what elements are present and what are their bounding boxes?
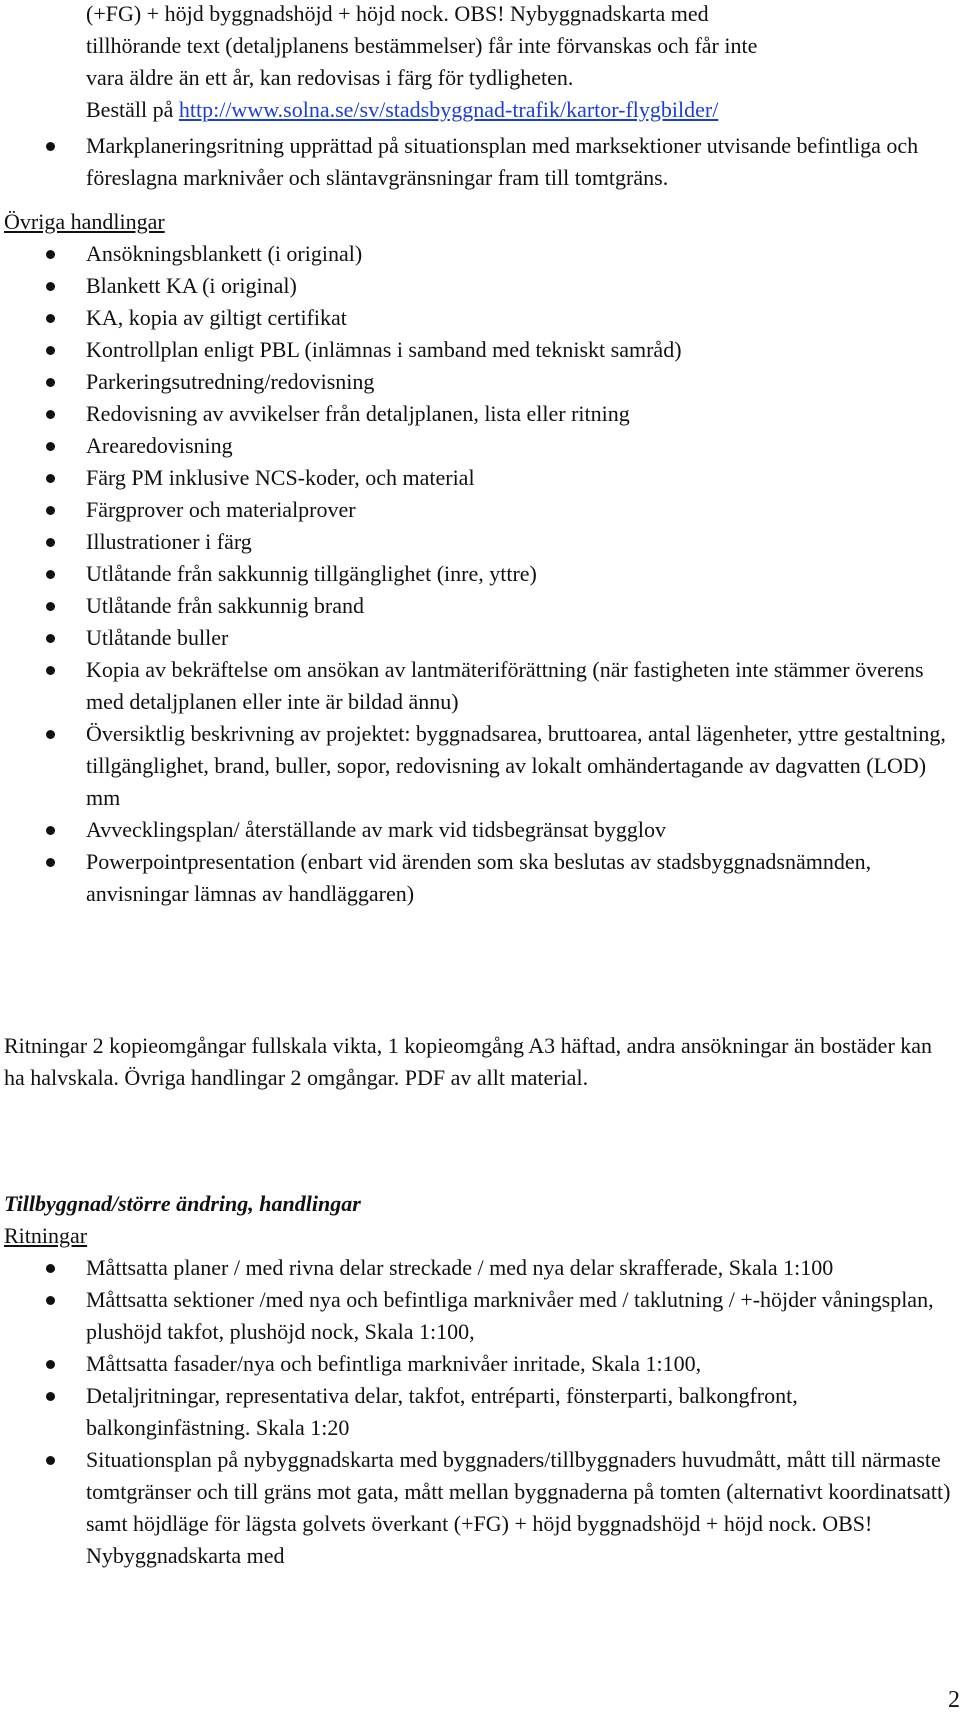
bullet-icon	[46, 730, 55, 739]
bullet-icon	[46, 1360, 55, 1369]
continuation-paragraph	[4, 0, 960, 126]
page-number: 2	[948, 1687, 960, 1713]
list-item	[4, 1284, 956, 1348]
bullet-icon	[46, 1296, 55, 1305]
list-item	[4, 1252, 956, 1284]
order-line	[86, 94, 960, 126]
list-item	[4, 654, 956, 718]
bullet-icon	[46, 378, 55, 387]
list-item-text: Detaljritningar, representativa delar, takfot, entréparti, fönsterparti, balkongfront, balkonginfästning. Skala 1:20	[86, 1383, 798, 1440]
bullet-icon	[46, 410, 55, 419]
top-bullet-list	[4, 130, 956, 194]
bullet-icon	[46, 142, 55, 151]
list-item-text: Måttsatta planer / med rivna delar streckade / med nya delar skrafferade, Skala 1:100	[86, 1255, 834, 1280]
list-item-text: Powerpointpresentation (enbart vid ärenden som ska beslutas av stadsbyggnadsnämnden, anvisningar lämnas av handläggaren)	[86, 849, 872, 906]
list-item	[4, 622, 956, 654]
tillbyggnad-section	[4, 1188, 956, 1572]
bullet-icon	[46, 314, 55, 323]
list-item-text: Illustrationer i färg	[86, 529, 252, 554]
list-item-text: Redovisning av avvikelser från detaljplanen, lista eller ritning	[86, 401, 630, 426]
list-item	[4, 846, 956, 910]
list-item-text: Ansökningsblankett (i original)	[86, 241, 363, 266]
bullet-icon	[46, 442, 55, 451]
list-item	[4, 590, 956, 622]
bullet-icon	[46, 538, 55, 547]
continuation-line-1: (+FG) + höjd byggnadshöjd + höjd nock. OBS! Nybyggnadskarta med	[86, 1, 709, 26]
bullet-icon	[46, 602, 55, 611]
bullet-icon	[46, 666, 55, 675]
list-item	[4, 302, 956, 334]
list-item	[4, 1444, 956, 1572]
list-item	[4, 130, 956, 194]
list-item	[4, 462, 956, 494]
bullet-icon	[46, 250, 55, 259]
bullet-icon	[46, 282, 55, 291]
list-item-text: Kontrollplan enligt PBL (inlämnas i samband med tekniskt samråd)	[86, 337, 682, 362]
continuation-line-2: tillhörande text (detaljplanens bestämmelser) får inte förvanskas och får inte	[86, 33, 758, 58]
list-item-text: Arearedovisning	[86, 433, 233, 458]
bullet-icon	[46, 570, 55, 579]
list-item	[4, 430, 956, 462]
list-item	[4, 238, 956, 270]
order-prefix: Beställ på	[86, 97, 179, 122]
list-item-text: Översiktlig beskrivning av projektet: byggnadsarea, bruttoarea, antal lägenheter, yttre gestaltning, tillgänglighet, brand, buller, sopor, redovisning av lokalt omhändertagande av dagvatten (LOD) mm	[86, 721, 946, 810]
bullet-icon	[46, 634, 55, 643]
bullet-icon	[46, 1456, 55, 1465]
list-item	[4, 814, 956, 846]
list-item-text: Färg PM inklusive NCS-koder, och material	[86, 465, 475, 490]
list-item	[4, 334, 956, 366]
list-item-text: Markplaneringsritning upprättad på situationsplan med marksektioner utvisande befintliga och föreslagna marknivåer och släntavgränsningar fram till tomtgräns.	[86, 133, 919, 190]
tillbyggnad-list	[4, 1252, 956, 1572]
copies-note: Ritningar 2 kopieomgångar fullskala vikta, 1 kopieomgång A3 häftad, andra ansökningar än bostäder kan ha halvskala. Övriga handlingar 2 omgångar. PDF av allt material.	[4, 1033, 933, 1090]
bullet-icon	[46, 1392, 55, 1401]
bullet-icon	[46, 506, 55, 515]
list-item	[4, 718, 956, 814]
list-item	[4, 1380, 956, 1444]
list-item	[4, 558, 956, 590]
list-item-text: Kopia av bekräftelse om ansökan av lantmäteriförättning (när fastigheten inte stämmer överens med detaljplanen eller inte är bildad ännu)	[86, 657, 924, 714]
bullet-icon	[46, 1264, 55, 1273]
list-item-text: Situationsplan på nybyggnadskarta med byggnaders/tillbyggnaders huvudmått, mått till närmaste tomtgränser och till gräns mot gata, mått mellan byggnaderna på tomten (alternativt koordinatsatt) samt höjdläge för lägsta golvets överkant (+FG) + höjd byggnadshöjd + höjd nock. OBS! Nybyggnadskarta med	[86, 1447, 951, 1568]
bullet-icon	[46, 474, 55, 483]
list-item-text: Färgprover och materialprover	[86, 497, 356, 522]
list-item	[4, 270, 956, 302]
bullet-icon	[46, 858, 55, 867]
list-item-text: Utlåtande från sakkunnig tillgänglighet (inre, yttre)	[86, 561, 537, 586]
section-heading: Tillbyggnad/större ändring, handlingar	[4, 1191, 361, 1216]
ovriga-section	[4, 206, 956, 910]
list-item	[4, 1348, 956, 1380]
list-item	[4, 526, 956, 558]
bullet-icon	[46, 826, 55, 835]
list-item-text: KA, kopia av giltigt certifikat	[86, 305, 347, 330]
list-item-text: Parkeringsutredning/redovisning	[86, 369, 375, 394]
list-item-text: Blankett KA (i original)	[86, 273, 297, 298]
continuation-line-3: vara äldre än ett år, kan redovisas i färg för tydligheten.	[86, 65, 574, 90]
list-item	[4, 494, 956, 526]
list-item	[4, 398, 956, 430]
list-item-text: Utlåtande från sakkunnig brand	[86, 593, 364, 618]
bullet-icon	[46, 346, 55, 355]
list-item-text: Utlåtande buller	[86, 625, 229, 650]
list-item-text: Avvecklingsplan/ återställande av mark vid tidsbegränsat bygglov	[86, 817, 666, 842]
solna-map-link[interactable]: http://www.solna.se/sv/stadsbyggnad-trafik/kartor-flygbilder/	[178, 97, 719, 122]
list-item-text: Måttsatta sektioner /med nya och befintliga marknivåer med / taklutning / +-höjder våningsplan, plushöjd takfot, plushöjd nock, Skala 1:100,	[86, 1287, 934, 1344]
section-subheading: Ritningar	[4, 1223, 88, 1248]
list-item	[4, 366, 956, 398]
section-title: Övriga handlingar	[4, 209, 165, 234]
list-item-text: Måttsatta fasader/nya och befintliga marknivåer inritade, Skala 1:100,	[86, 1351, 702, 1376]
ovriga-list	[4, 238, 956, 910]
